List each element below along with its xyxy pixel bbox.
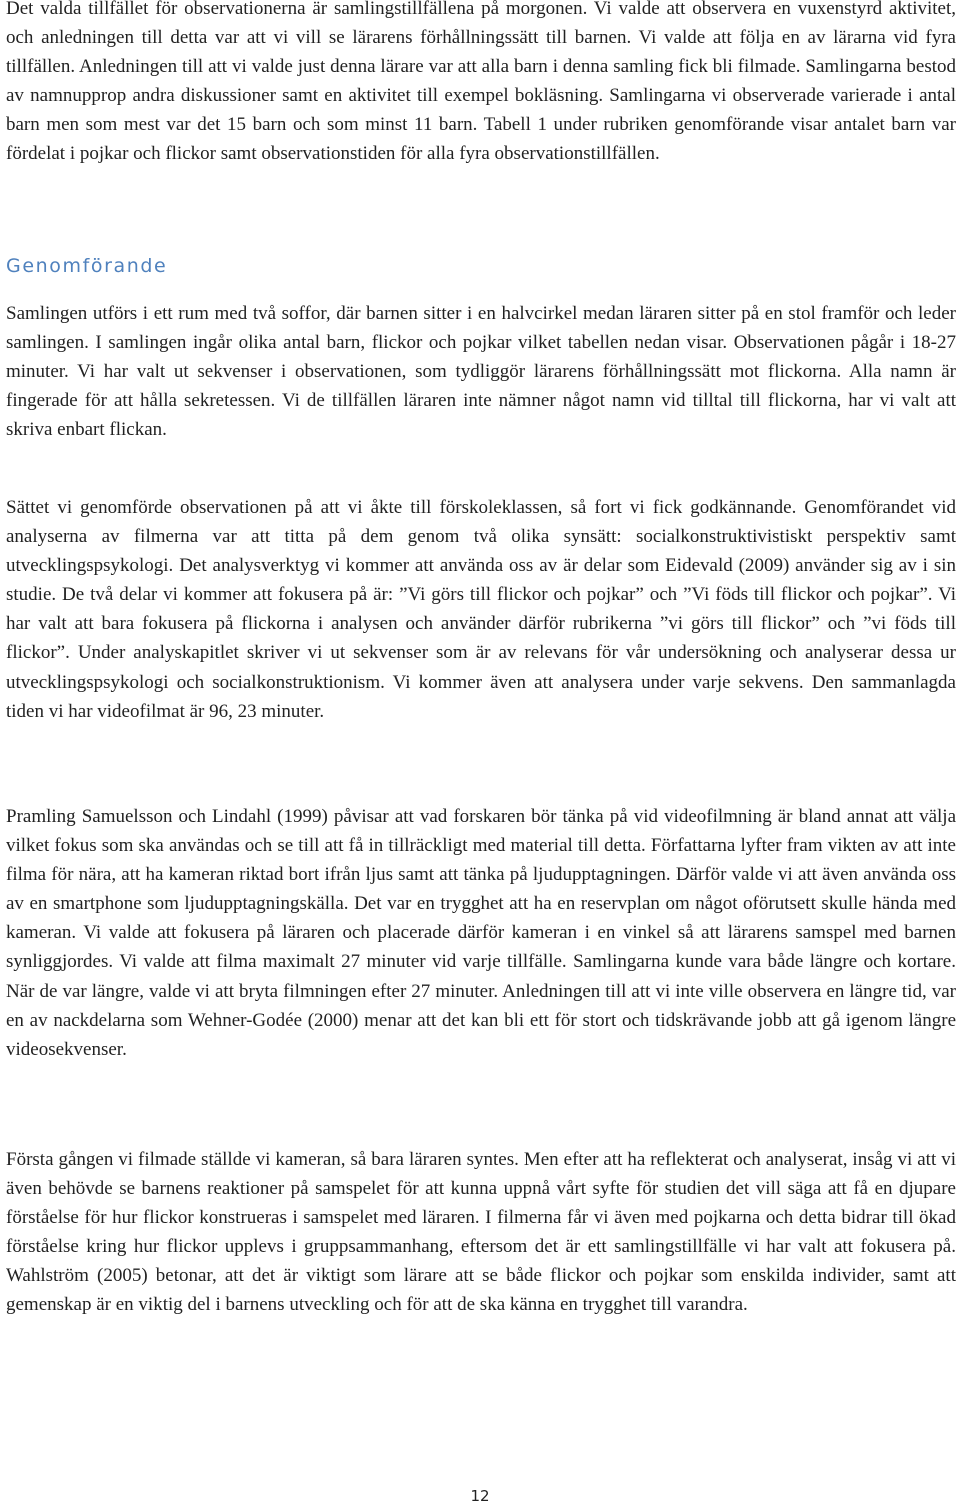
- document-page: [6, 0, 956, 1508]
- paragraph-videofilming: Pramling Samuelsson och Lindahl (1999) påvisar att vad forskaren bör tänka på vid videofilmning är bland annat att välja vilket fokus som ska användas och se till att få in tillräckligt med material till detta. Författarna lyfter fram vikten av att inte filma för nära, att ha kameran riktad bort ifrån ljus samt att tänka på ljudupptagningen. Därför valde vi att även använda oss av en smartphone som ljudupptagningskälla. Det var en trygghet att ha en reservplan om något oförutsett skulle hända med kameran. Vi valde att fokusera på läraren och placerade därför kameran i en vinkel så att lärarens samspel med barnen synliggjordes. Vi valde att filma maximalt 27 minuter vid varje tillfälle. Samlingarna kunde vara både längre och kortare. När de var längre, valde vi att bryta filmningen efter 27 minuter. Anledningen till att vi inte ville observera en längre tid, var en av nackdelarna som Wehner-Godée (2000) menar att det kan bli ett för stort och tidskrävande jobb att gå igenom längre videosekvenser.: [6, 806, 956, 1060]
- page-number: 12: [470, 1487, 490, 1505]
- paragraph-observation-occasion: Det valda tillfället för observationerna är samlingstillfällena på morgonen. Vi valde att observera en vuxenstyrd aktivitet, och anledningen till detta var att vi vill se lärarens förhållningssätt till barnen. Vi valde att följa en av lärarna vid fyra tillfällen. Anledningen till att vi valde just denna lärare var att alla barn i denna samling fick bli filmade. Samlingarna bestod av namnupprop andra diskussioner samt en aktivitet till exempel bokläsning. Samlingarna vi observerade varierade i antal barn men som mest var det 15 barn och som minst 11 barn. Tabell 1 under rubriken genomförande visar antalet barn var fördelat i pojkar och flickor samt observationstiden för alla fyra observationstillfällen.: [6, 0, 956, 165]
- paragraph-implementation: Samlingen utförs i ett rum med två soffor, där barnen sitter i en halvcirkel medan läraren sitter på en stol framför och leder samlingen. I samlingen ingår olika antal barn, flickor och pojkar vilket tabellen nedan visar. Observationen pågår i 18-27 minuter. Vi har valt ut sekvenser i observationen, som tydliggör lärarens förhållningssätt mot flickorna. Alla namn är fingerade för att hålla sekretessen. Vi de tillfällen läraren inte nämner något namn vid tilltal till flickorna, har vi valt att skriva enbart flickan.: [6, 303, 956, 441]
- paragraph-first-filming: Första gången vi filmade ställde vi kameran, så bara läraren syntes. Men efter att ha reflekterat och analyserat, insåg vi att vi även behövde se barnens reaktioner på samspelet för att kunna uppnå vårt syfte för studien det vill säga att få en djupare förståelse för hur flickor konstrueras i samspelet med läraren. I filmerna får vi även med pojkarna och detta bidrar till ökad förståelse kring hur flickor upplevs i gruppsammanhang, eftersom det är ett samlingstillfälle vi har valt att fokusera på. Wahlström (2005) betonar, att det är viktigt som lärare att se både flickor och pojkar som enskilda individer, samt att gemenskap är en viktig del i barnens utveckling och för att de ska känna en trygghet till varandra.: [6, 1149, 956, 1316]
- paragraph-method: Sättet vi genomförde observationen på att vi åkte till förskoleklassen, så fort vi fick godkännande. Genomförandet vid analyserna av filmerna var att titta på dem genom två olika synsätt: socialkonstruktivistiskt perspektiv samt utvecklingspsykologi. Det analysverktyg vi kommer att använda oss av är delar som Eidevald (2009) använder sig av i sin studie. De två delar vi kommer att fokusera på är: ”Vi görs till flickor och pojkar” och ”Vi föds till flickor och pojkar”. Vi har valt att bara fokusera på flickorna i analysen och använder därför rubrikerna ”vi görs till flickor” och ”vi föds till flickor”. Under analyskapitlet skriver vi ut sekvenser som är av relevans för vår undersökning och analyserar dessa ur utvecklingspsykologi och socialkonstruktionism. Vi kommer även att analysera under varje sekvens. Den sammanlagda tiden vi har videofilmat är 96, 23 minuter.: [6, 497, 956, 722]
- section-heading-genomforande: Genomförande: [6, 255, 168, 277]
